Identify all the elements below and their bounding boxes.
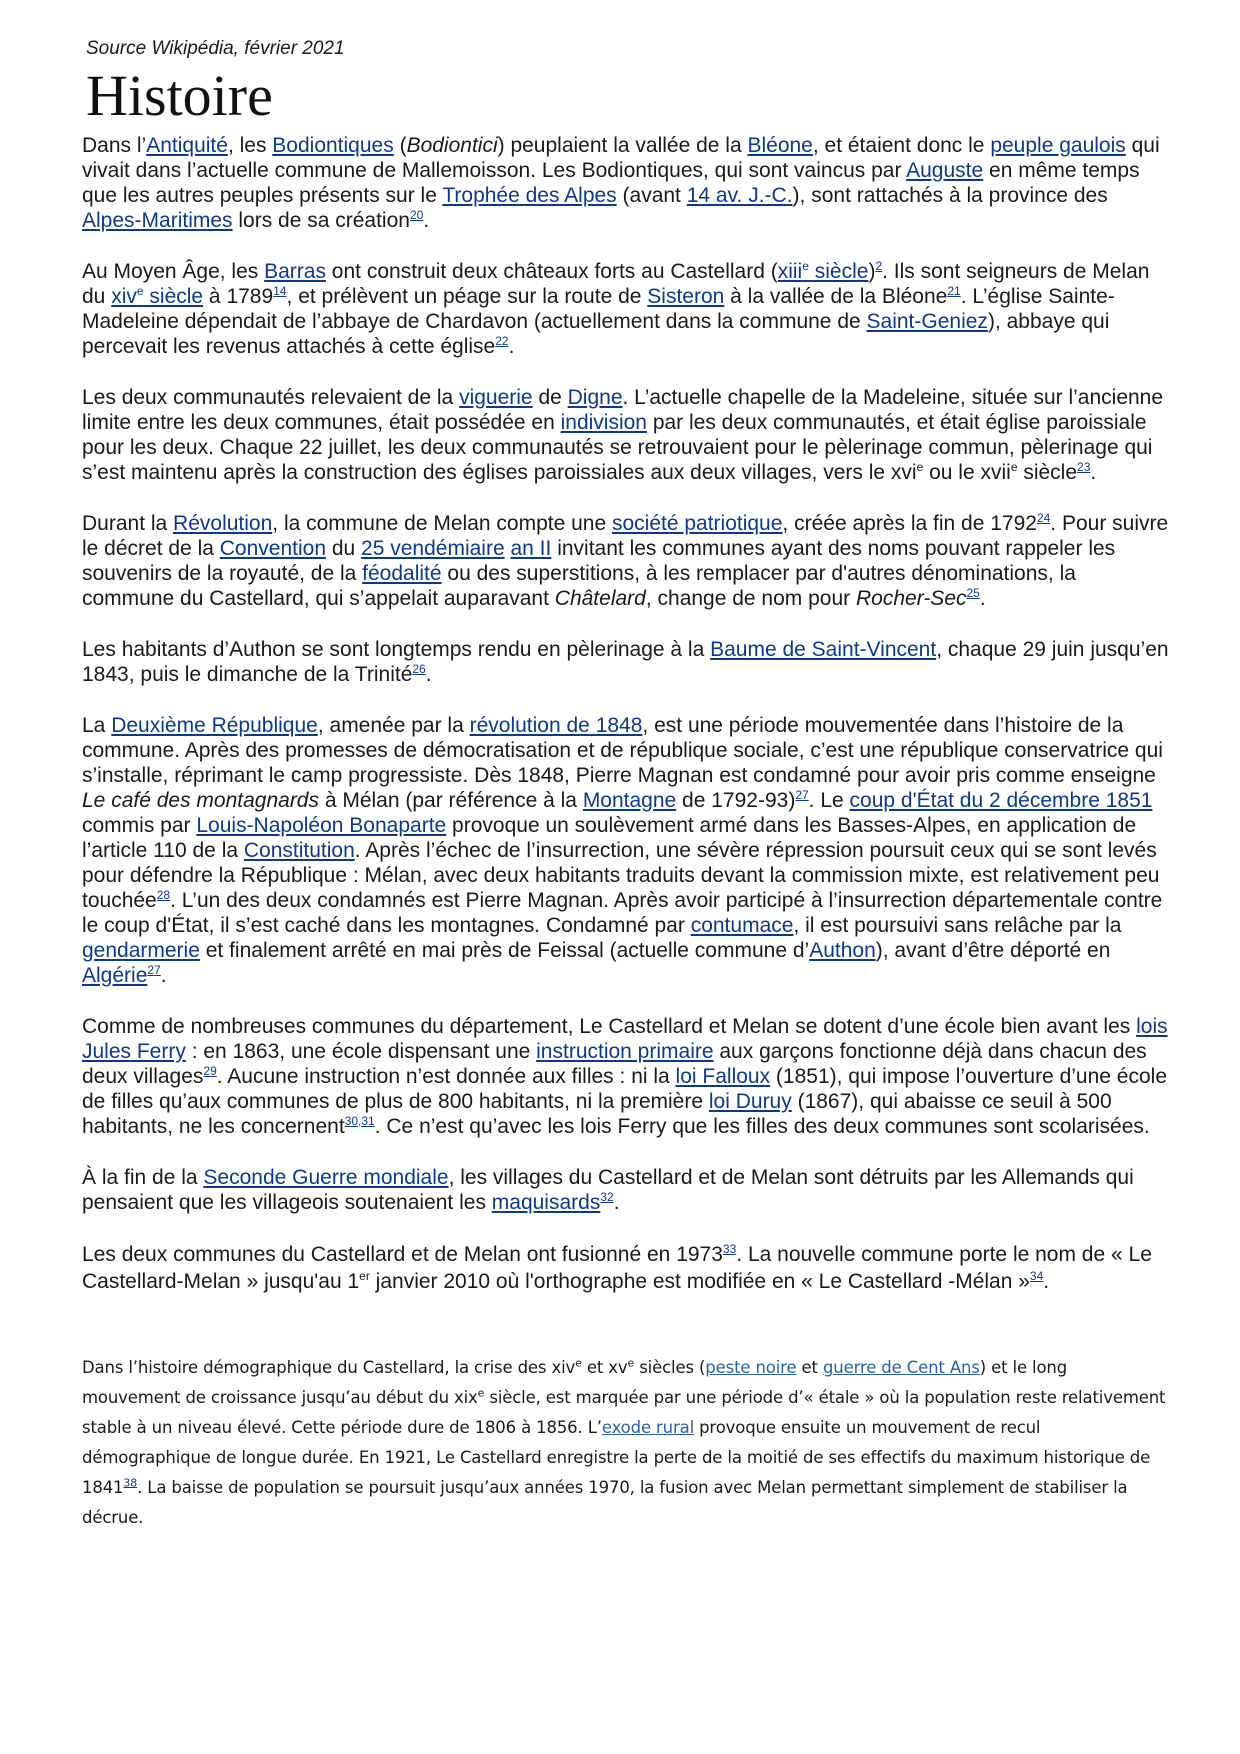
link-contumace[interactable]: contumace (690, 913, 794, 937)
link-montagne[interactable]: Montagne (582, 788, 677, 812)
paragraph-demography: Dans l’histoire démographique du Castellard, la crise des xiv$^e$ et $xv^e$ siècles (peste noire et guerre de Cent Ans) et le long mouvement de croissance jusqu’au début du xix$^e$ siècle, est marquée par une période d’« étale » où la population reste relativement stable à un niveau élevé. Cette période dure de 1806 à 1856. L’exode rural provoque ensuite un mouvement de recul démographique de longue durée. En 1921, Le Castellard enregistre la perte de la moitié de ses effectifs du maximum historique de 1841$^{38}$. La baisse de population se poursuit jusqu’aux années 1970, la fusion avec Melan permettant simplement de stabiliser la décrue. (82, 1356, 1166, 1527)
link-barras[interactable]: Barras (264, 259, 326, 283)
footnote-ref[interactable]: 2 (875, 258, 883, 273)
link-14-av-jc[interactable]: 14 av. J.-C. (686, 183, 793, 207)
link-revolution[interactable]: Révolution (173, 511, 273, 535)
footnote-ref[interactable]: 38 (123, 1476, 138, 1490)
footnote-ref[interactable]: 22 (495, 333, 509, 348)
page-title: Histoire (86, 63, 273, 128)
paragraph-antiquity: Dans l’Antiquité, les Bodiontiques (Bodiontici) peuplaient la vallée de la Bléone, et étaient donc le peuple gaulois qui vivait dans l’actuelle commune de Mallemoisson. Les Bodiontiques, qui sont vaincus par Auguste en même temps que les autres peuples présents sur le Trophée des Alpes (avant 14 av. J.-C.), sont rattachés à la province des Alpes-Maritimes lors de sa création$^{20}$. (82, 133, 1160, 232)
footnote-ref[interactable]: 25 (966, 585, 980, 600)
paragraph-second-republic: La Deuxième République, amenée par la révolution de 1848, est une période mouvementée dans l’histoire de la commune. Après des promesses de démocratisation et de république sociale, c’est une république conservatrice qui s’installe, réprimant le camp progressiste. Dès 1848, Pierre Magnan est condamné pour avoir pris comme enseigne Le café des montagnards à Mélan (par référence à la Montagne de 1792-93)$^{27}$. Le coup d'État du 2 décembre 1851 commis par Louis-Napoléon Bonaparte provoque un soulèvement armé dans les Basses-Alpes, en application de l’article 110 de la Constitution. Après l’échec de l’insurrection, une sévère répression poursuit ceux qui se sont levés pour défendre la République : Mélan, avec deux habitants traduits devant la commission mixte, est relativement peu touchée$^{28}$. L’un des deux condamnés est Pierre Magnan. Après avoir participé à l’insurrection départementale contre le coup d'État, il s’est caché dans les montagnes. Condamné par contumace, il est poursuivi sans relâche par la gendarmerie et finalement arrêté en mai près de Feissal (actuelle commune d’Authon), avant d’être déporté en Algérie$^{27}$. (82, 713, 1163, 987)
link-deuxieme-republique[interactable]: Deuxième République (111, 713, 318, 737)
link-digne[interactable]: Digne (567, 385, 623, 409)
source-note: Source Wikipédia, février 2021 (86, 38, 345, 59)
link-bodiontiques[interactable]: Bodiontiques (272, 133, 394, 157)
link-louis-napoleon-bonaparte[interactable]: Louis-Napoléon Bonaparte (196, 813, 447, 837)
paragraph-communities: Les deux communautés relevaient de la viguerie de Digne. L’actuelle chapelle de la Madeleine, située sur l’ancienne limite entre les deux communes, était possédée en indivision par les deux communautés, et était église paroissiale pour les deux. Chaque 22 juillet, les deux communautés se retrouvaient pour le pèlerinage commun, pèlerinage qui s’est maintenu après la construction des églises paroissiales aux deux villages, vers le xvi$^e$ ou le xvii$^e$ siècle$^{23}$. (82, 385, 1164, 484)
link-baume-saint-vincent[interactable]: Baume de Saint-Vincent (710, 637, 937, 661)
paragraph-merger: Les deux communes du Castellard et de Melan ont fusionné en 1973$^{33}$. La nouvelle commune porte le nom de « Le Castellard-Melan » jusqu'au 1er janvier 2010 où l'orthographe est modifiée en « Le Castellard -Mélan »$^{34}$. (82, 1241, 1152, 1293)
footnote-ref[interactable]: 27 (795, 787, 809, 802)
link-an-ii[interactable]: an II (510, 536, 552, 560)
link-maquisards[interactable]: maquisards (491, 1190, 601, 1214)
footnote-ref[interactable]: 26 (412, 661, 426, 676)
paragraph-revolution: Durant la Révolution, la commune de Melan compte une société patriotique, créée après la fin de 1792$^{24}$. Pour suivre le décret de la Convention du 25 vendémiaire an II invitant les communes ayant des noms pouvant rappeler les souvenirs de la royauté, de la féodalité ou des superstitions, à les remplacer par d'autres dénominations, la commune du Castellard, qui s’appelait auparavant Châtelard, change de nom pour Rocher-Sec$^{25}$. (82, 510, 1169, 610)
link-antiquite[interactable]: Antiquité (146, 133, 228, 157)
link-loi-duruy[interactable]: loi Duruy (708, 1089, 792, 1113)
link-peuple-gaulois[interactable]: peuple gaulois (990, 133, 1126, 157)
link-guerre-de-cent-ans[interactable]: guerre de Cent Ans (822, 1357, 980, 1377)
footnote-ref[interactable]: 20 (409, 207, 424, 222)
link-exode-rural[interactable]: exode rural (601, 1417, 695, 1437)
link-bleone[interactable]: Bléone (747, 133, 813, 157)
link-alpes-maritimes[interactable]: Alpes-Maritimes (82, 208, 233, 232)
link-feodalite[interactable]: féodalité (362, 561, 442, 585)
footnote-ref[interactable]: 32 (600, 1189, 614, 1204)
link-seconde-guerre-mondiale[interactable]: Seconde Guerre mondiale (203, 1165, 449, 1189)
link-instruction-primaire[interactable]: instruction primaire (536, 1039, 714, 1063)
link-societe-patriotique[interactable]: société patriotique (611, 511, 783, 535)
paragraph-pilgrimage: Les habitants d’Authon se sont longtemps rendu en pèlerinage à la Baume de Saint-Vincent, chaque 29 juin jusqu’en 1843, puis le dimanche de la Trinité$^{26}$. (82, 637, 1169, 686)
footnote-ref[interactable]: 21 (947, 283, 961, 298)
link-algerie[interactable]: Algérie (82, 963, 148, 987)
link-peste-noire[interactable]: peste noire (705, 1357, 797, 1377)
footnote-ref[interactable]: 28 (156, 887, 171, 902)
link-viguerie[interactable]: viguerie (459, 385, 533, 409)
link-xiv-siecle[interactable]: xiv$^e$ siècle (111, 283, 204, 308)
link-loi-falloux[interactable]: loi Falloux (675, 1064, 771, 1088)
link-saint-geniez[interactable]: Saint-Geniez (866, 309, 988, 333)
footnote-ref[interactable]: 33 (722, 1241, 737, 1256)
link-coup-detat-1851[interactable]: coup d'État du 2 décembre 1851 (849, 788, 1153, 812)
link-indivision[interactable]: indivision (560, 410, 647, 434)
link-revolution-1848[interactable]: révolution de 1848 (469, 713, 643, 737)
link-auguste[interactable]: Auguste (906, 158, 984, 182)
footnote-ref[interactable]: 24 (1036, 510, 1051, 525)
footnote-ref[interactable]: 27 (147, 962, 161, 977)
footnote-ref[interactable]: 34 (1029, 1268, 1044, 1283)
link-gendarmerie[interactable]: gendarmerie (82, 938, 200, 962)
footnote-ref[interactable]: 29 (203, 1063, 217, 1078)
footnote-ref[interactable]: 14 (273, 283, 287, 298)
paragraph-middle-ages: Au Moyen Âge, les Barras ont construit deux châteaux forts au Castellard (xiii$^e$ siècle)$^2$. Ils sont seigneurs de Melan du xiv$^e$ siècle à 1789$^{14}$, et prélèvent un péage sur la route de Sisteron à la vallée de la Bléone$^{21}$. L’église Sainte-Madeleine dépendait de l’abbaye de Chardavon (actuellement dans la commune de Saint-Geniez), abbaye qui percevait les revenus attachés à cette église$^{22}$. (82, 258, 1150, 358)
link-authon[interactable]: Authon (809, 938, 876, 962)
paragraph-wwii: À la fin de la Seconde Guerre mondiale, les villages du Castellard et de Melan sont détruits par les Allemands qui pensaient que les villageois soutenaient les maquisards$^{32}$. (82, 1165, 1134, 1214)
link-xiii-siecle[interactable]: xiii$^e$ siècle (777, 258, 869, 283)
paragraph-schools: Comme de nombreuses communes du département, Le Castellard et Melan se dotent d’une école bien avant les lois Jules Ferry : en 1863, une école dispensant une instruction primaire aux garçons fonctionne déjà dans chacun des deux villages$^{29}$. Aucune instruction n’est donnée aux filles : ni la loi Falloux (1851), qui impose l’ouverture d’une école de filles qu’aux communes de plus de 800 habitants, ni la première loi Duruy (1867), qui abaisse ce seuil à 500 habitants, ne les concernent$^{30,31}$. Ce n’est qu’avec les lois Ferry que les filles des deux communes sont scolarisées. (82, 1014, 1168, 1138)
link-sisteron[interactable]: Sisteron (647, 284, 725, 308)
link-lois-jules-ferry[interactable]: lois Jules Ferry (82, 1014, 1168, 1063)
link-convention[interactable]: Convention (219, 536, 327, 560)
link-constitution[interactable]: Constitution (243, 838, 355, 862)
footnote-ref[interactable]: 30,31 (344, 1113, 375, 1128)
link-trophee-des-alpes[interactable]: Trophée des Alpes (442, 183, 617, 207)
link-25-vendemiaire[interactable]: 25 vendémiaire (361, 536, 505, 560)
footnote-ref[interactable]: 23 (1077, 459, 1091, 474)
document-page (82, 38, 1170, 1559)
